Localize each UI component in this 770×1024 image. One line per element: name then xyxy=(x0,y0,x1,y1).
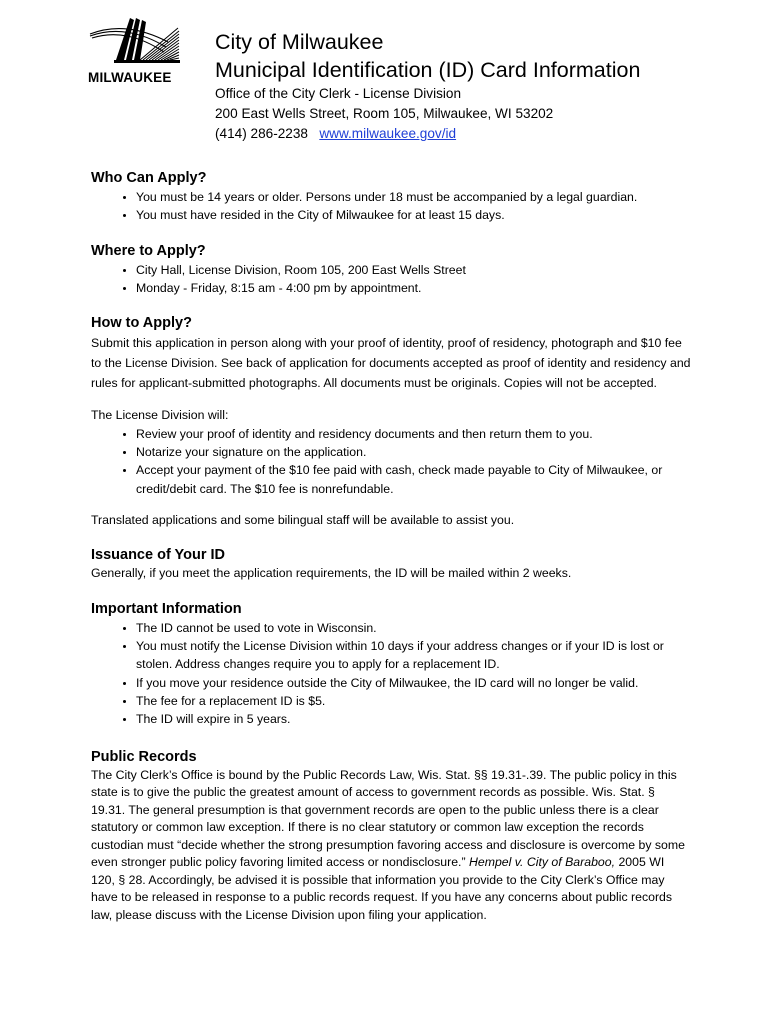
document-header xyxy=(215,28,640,144)
issuance-heading: Issuance of Your ID xyxy=(91,547,226,564)
list-item: • City Hall, License Division, Room 105, 200 East Wells Street xyxy=(136,261,691,279)
list-item: • Notarize your signature on the application. xyxy=(136,443,691,461)
address-line: 200 East Wells Street, Room 105, Milwaukee, WI 53202 xyxy=(215,106,554,121)
issuance-paragraph: Generally, if you meet the application requirements, the ID will be mailed within 2 weeks. xyxy=(91,566,572,581)
milwaukee-logo xyxy=(86,14,186,92)
license-division-intro: The License Division will: xyxy=(91,408,229,423)
where-list xyxy=(91,261,691,298)
logo-wordmark: MILWAUKEE xyxy=(88,70,172,85)
contact-line xyxy=(215,124,640,144)
case-citation: Hempel v. City of Baraboo, xyxy=(468,855,616,870)
list-item: • You must have resided in the City of Milwaukee for at least 15 days. xyxy=(136,206,691,224)
list-item: • The ID cannot be used to vote in Wisconsin. xyxy=(136,619,691,637)
list-item: • The fee for a replacement ID is $5. xyxy=(136,692,691,710)
list-item: • Review your proof of identity and residency documents and then return them to you. xyxy=(136,425,691,443)
where-heading: Where to Apply? xyxy=(91,242,206,259)
office-line: Office of the City Clerk - License Division xyxy=(215,86,462,101)
milwaukee-logo-graphic xyxy=(86,14,186,70)
records-paragraph xyxy=(91,767,691,925)
phone-number: (414) 286-2238 xyxy=(215,126,308,141)
how-heading: How to Apply? xyxy=(91,315,192,332)
records-text-b: 2005 WI 120, § 28. Accordingly, be advised it is possible that information you provide to the City Clerk’s Office may have to be released in response to a public records request. If you have any concerns about public records law, please discuss with the License Division upon filing your application. xyxy=(91,855,673,922)
important-list xyxy=(91,619,691,729)
list-item: • The ID will expire in 5 years. xyxy=(136,710,691,728)
records-heading: Public Records xyxy=(91,748,197,765)
list-item: • You must be 14 years or older. Persons under 18 must be accompanied by a legal guardian. xyxy=(136,188,691,206)
list-item: • If you move your residence outside the City of Milwaukee, the ID card will no longer be valid. xyxy=(136,674,691,692)
license-division-list xyxy=(91,425,691,498)
list-item: • You must notify the License Division within 10 days if your address changes or if your ID is lost or stolen. Address changes require you to apply for a replacement ID. xyxy=(136,637,691,674)
list-item: • Accept your payment of the $10 fee paid with cash, check made payable to City of Milwaukee, or credit/debit card. The $10 fee is nonrefundable. xyxy=(136,461,691,498)
who-heading: Who Can Apply? xyxy=(91,170,207,186)
important-heading: Important Information xyxy=(91,600,242,617)
who-list xyxy=(91,188,691,225)
page-title: City of Milwaukee xyxy=(215,30,384,54)
records-text-a: The City Clerk’s Office is bound by the Public Records Law, Wis. Stat. §§ 19.31-.39. The public policy in this state is to give the public the greatest amount of access to government records as possible. Wis. Stat. § 19.31. The general presumption is that government records are open to the public unless there is a clear statutory or common law exception. If there is no clear statutory or common law exception the records custodian must “decide whether the strong presumption favoring access and disclosure is overcome by some even stronger public policy favoring limited access or nondisclosure.” xyxy=(91,767,685,870)
page-subtitle: Municipal Identification (ID) Card Information xyxy=(215,58,641,82)
list-item: • Monday - Friday, 8:15 am - 4:00 pm by appointment. xyxy=(136,279,691,297)
translated-note: Translated applications and some bilingual staff will be available to assist you. xyxy=(91,512,515,527)
website-link[interactable]: www.milwaukee.gov/id xyxy=(319,126,457,141)
how-paragraph: Submit this application in person along with your proof of identity, proof of residency, photograph and $10 fee to the License Division. See back of application for documents accepted as proof of identity and residency and rules for applicant-submitted photographs. All documents must be originals. Copies will not be accepted. xyxy=(91,336,691,391)
document-body xyxy=(91,168,691,924)
